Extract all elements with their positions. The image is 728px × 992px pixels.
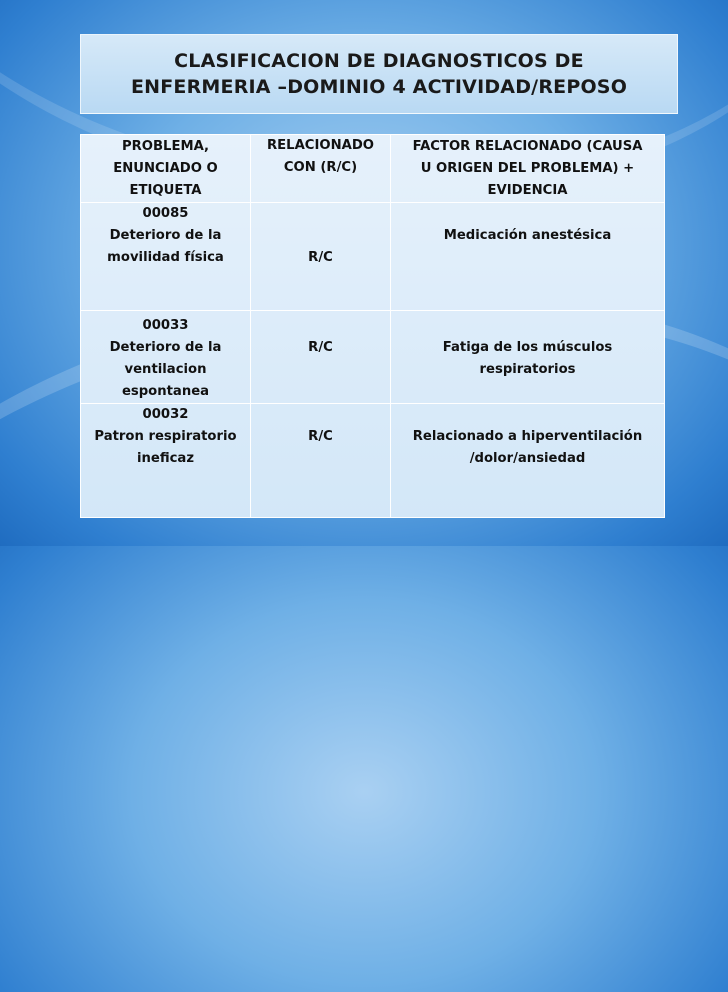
problem-cell — [81, 311, 251, 404]
header-text: ETIQUETA — [129, 182, 202, 198]
factor-text: Fatiga de los músculos — [442, 340, 613, 355]
factor-cell — [391, 404, 665, 518]
relation-text: R/C — [308, 340, 333, 355]
factor-text: respiratorios — [479, 362, 576, 377]
diagnosis-table — [80, 134, 665, 518]
factor-text: Medicación anestésica — [443, 228, 612, 243]
factor-cell — [391, 203, 665, 311]
table-row — [81, 311, 665, 404]
header-text: ENUNCIADO O — [113, 160, 218, 176]
problem-code: 00032 — [142, 407, 189, 422]
slide-title-box — [80, 34, 678, 114]
table-row — [81, 404, 665, 518]
relation-cell — [251, 404, 391, 518]
problem-cell — [81, 203, 251, 311]
problem-cell — [81, 404, 251, 518]
problem-text: movilidad física — [107, 250, 224, 265]
header-text: EVIDENCIA — [487, 182, 568, 198]
relation-cell — [251, 203, 391, 311]
slide-title — [131, 48, 627, 100]
problem-text: ineficaz — [136, 451, 195, 466]
relation-text: R/C — [308, 250, 333, 265]
factor-cell — [391, 311, 665, 404]
table-row — [81, 203, 665, 311]
problem-code: 00033 — [142, 318, 189, 333]
header-text: FACTOR RELACIONADO (CAUSA — [412, 138, 643, 154]
relation-text: R/C — [308, 429, 333, 444]
factor-text: Relacionado a hiperventilación — [412, 429, 643, 444]
problem-code: 00085 — [142, 206, 189, 221]
header-relacionado — [251, 135, 391, 203]
header-factor — [391, 135, 665, 203]
problem-text: ventilacion — [124, 362, 207, 377]
slide-title-line-2: ENFERMERIA –DOMINIO 4 ACTIVIDAD/REPOSO — [130, 76, 628, 98]
problem-text: Deterioro de la — [109, 340, 222, 355]
problem-text: Deterioro de la — [109, 228, 222, 243]
factor-text: /dolor/ansiedad — [469, 451, 586, 466]
header-text: CON (R/C) — [283, 160, 358, 175]
problem-text: espontanea — [121, 384, 210, 399]
table-header-row — [81, 135, 665, 203]
header-text: PROBLEMA, — [121, 138, 210, 154]
problem-text: Patron respiratorio — [94, 429, 237, 444]
header-problema — [81, 135, 251, 203]
slide-title-line-1: CLASIFICACION DE DIAGNOSTICOS DE — [174, 50, 584, 72]
header-text: U ORIGEN DEL PROBLEMA) + — [420, 160, 635, 176]
header-text: RELACIONADO — [267, 138, 374, 153]
relation-cell — [251, 311, 391, 404]
